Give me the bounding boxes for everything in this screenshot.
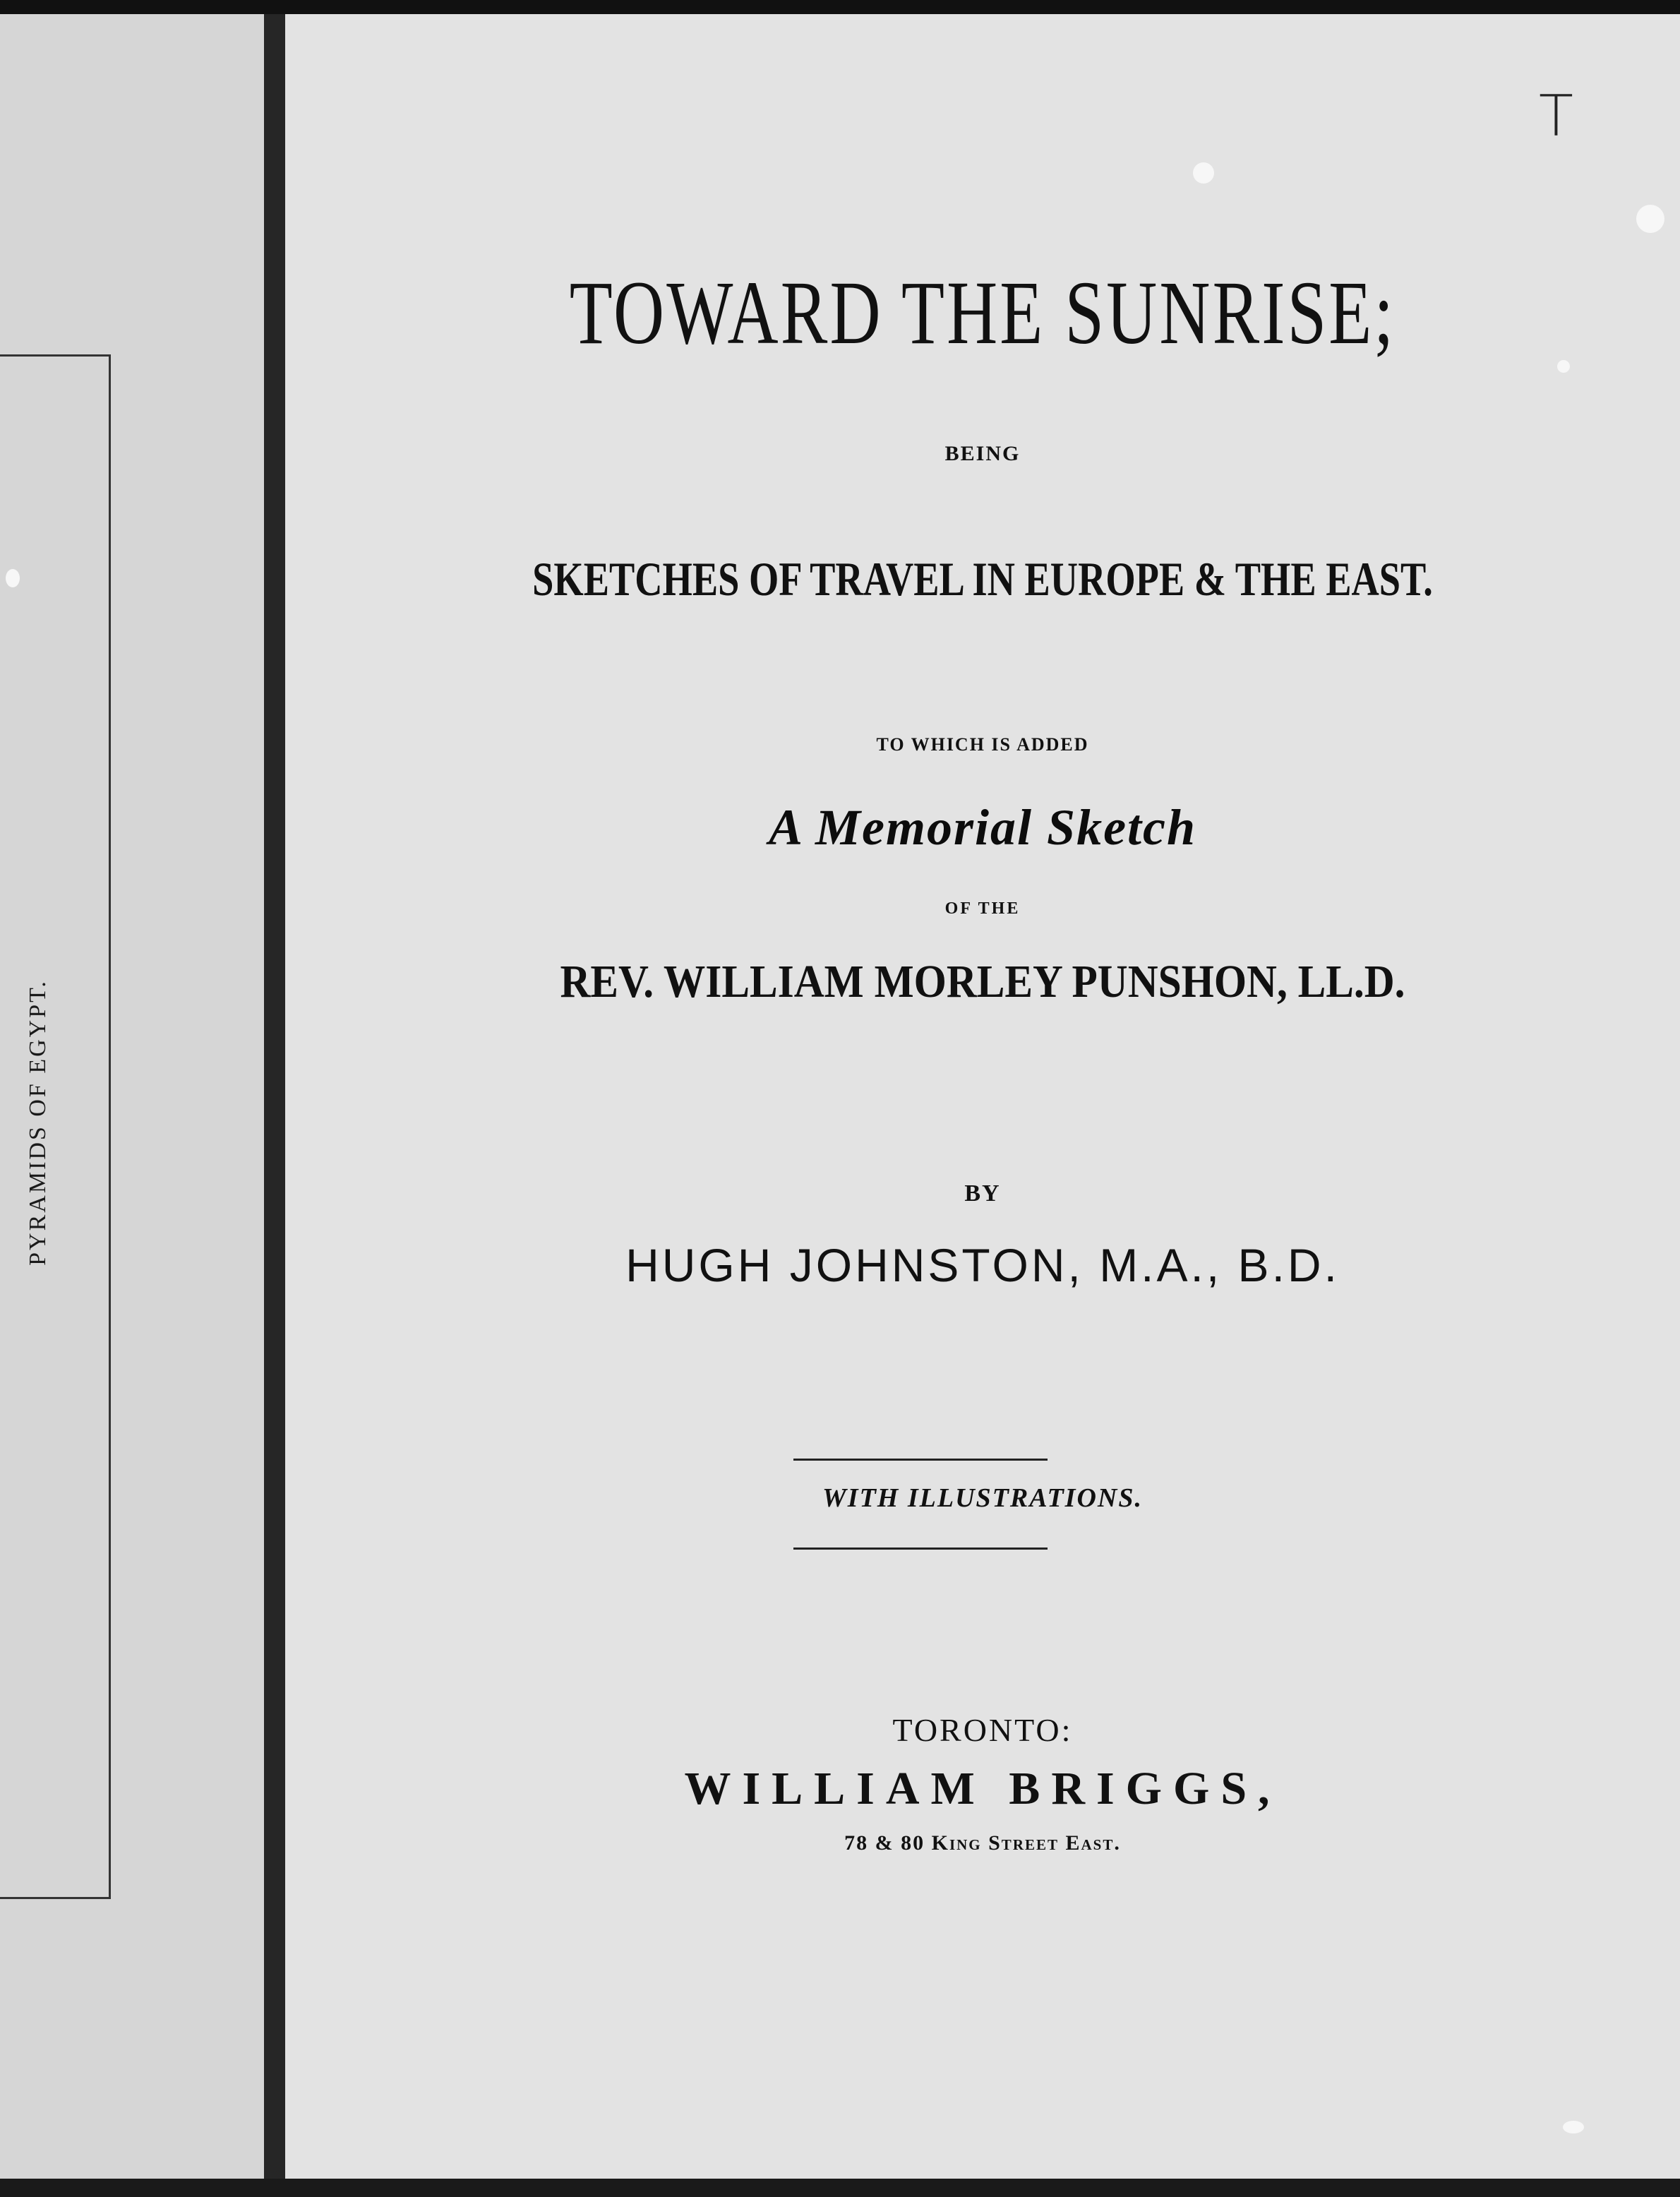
book-subtitle: SKETCHES OF TRAVEL IN EUROPE & THE EAST. <box>532 552 1433 606</box>
plate-caption: PYRAMIDS OF EGYPT. <box>25 979 51 1266</box>
memorial-heading: A Memorial Sketch <box>768 799 1197 856</box>
author-name: HUGH JOHNSTON, M.A., B.D. <box>625 1239 1340 1291</box>
book-title: TOWARD THE SUNRISE; <box>569 263 1396 363</box>
publisher-address: 78 & 80 King Street East. <box>844 1831 1121 1855</box>
scan-bottom-edge <box>0 2179 1680 2197</box>
book-gutter <box>264 14 285 2179</box>
being-label: BEING <box>944 442 1021 465</box>
plate-border <box>0 354 111 1899</box>
paper-speck <box>1557 360 1570 373</box>
paper-speck <box>1193 162 1214 184</box>
paper-speck <box>1563 2121 1584 2133</box>
publisher-name: WILLIAM BRIGGS, <box>684 1763 1281 1814</box>
illustrations-note: WITH ILLUSTRATIONS. <box>822 1483 1143 1513</box>
pencil-mark: T <box>1539 83 1573 149</box>
rule-bottom <box>793 1548 1048 1550</box>
of-the-label: OF THE <box>944 899 1021 918</box>
paper-speck <box>6 569 20 587</box>
left-page <box>0 14 264 2179</box>
added-label: TO WHICH IS ADDED <box>876 734 1089 755</box>
scan-top-edge <box>0 0 1680 14</box>
subject-name: REV. WILLIAM MORLEY PUNSHON, LL.D. <box>560 956 1405 1007</box>
publisher-city: TORONTO: <box>892 1712 1073 1748</box>
rule-top <box>793 1459 1048 1461</box>
by-label: BY <box>964 1180 1001 1207</box>
paper-speck <box>1636 205 1664 233</box>
